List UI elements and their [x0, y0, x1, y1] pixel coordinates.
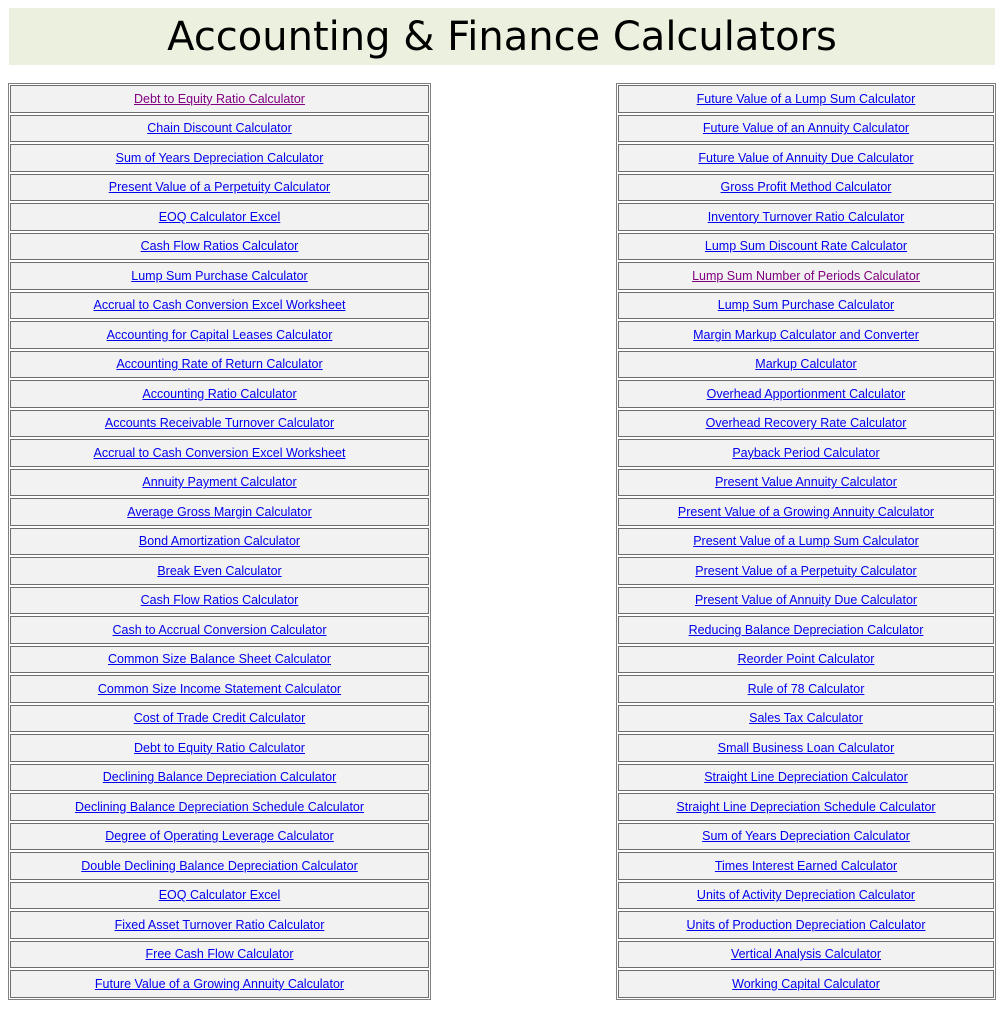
- calculator-cell: [618, 115, 994, 143]
- calculator-cell: [618, 351, 994, 379]
- calculator-cell: [10, 351, 429, 379]
- calculator-cell: [10, 410, 429, 438]
- calculator-link[interactable]: Reducing Balance Depreciation Calculator: [688, 622, 924, 637]
- calculator-cell: [618, 616, 994, 644]
- calculator-cell: [618, 793, 994, 821]
- calculator-cell: [10, 823, 429, 851]
- calculator-link[interactable]: Accounting for Capital Leases Calculator: [106, 327, 333, 342]
- calculator-link[interactable]: Lump Sum Purchase Calculator: [131, 268, 308, 283]
- calculator-link[interactable]: Declining Balance Depreciation Calculator: [102, 770, 337, 785]
- calculator-cell: [10, 85, 429, 113]
- calculator-cell: [10, 439, 429, 467]
- calculator-link[interactable]: Times Interest Earned Calculator: [714, 858, 898, 873]
- calculator-cell: [618, 734, 994, 762]
- calculator-cell: [618, 852, 994, 880]
- calculator-link[interactable]: Free Cash Flow Calculator: [145, 947, 294, 962]
- calculator-link[interactable]: Bond Amortization Calculator: [138, 534, 301, 549]
- calculator-cell: [618, 174, 994, 202]
- calculator-cell: [10, 970, 429, 998]
- calculator-cell: [618, 764, 994, 792]
- calculator-link[interactable]: Annuity Payment Calculator: [142, 475, 297, 490]
- calculator-cell: [10, 557, 429, 585]
- calculator-cell: [10, 941, 429, 969]
- calculator-link[interactable]: Future Value of a Lump Sum Calculator: [696, 91, 916, 106]
- calculator-link[interactable]: Lump Sum Number of Periods Calculator: [692, 268, 920, 283]
- calculator-link[interactable]: Working Capital Calculator: [732, 976, 880, 991]
- calculator-link[interactable]: Break Even Calculator: [157, 563, 282, 578]
- calculator-link[interactable]: EOQ Calculator Excel: [158, 209, 281, 224]
- calculator-cell: [10, 469, 429, 497]
- calculator-cell: [618, 85, 994, 113]
- calculator-link[interactable]: Sum of Years Depreciation Calculator: [702, 829, 910, 844]
- calculator-cell: [618, 321, 994, 349]
- calculator-cell: [10, 380, 429, 408]
- calculator-cell: [10, 911, 429, 939]
- calculator-link[interactable]: Gross Profit Method Calculator: [720, 180, 892, 195]
- calculator-link[interactable]: Debt to Equity Ratio Calculator: [134, 740, 305, 755]
- calculator-cell: [618, 587, 994, 615]
- calculator-cell: [618, 410, 994, 438]
- calculator-cell: [10, 705, 429, 733]
- calculator-cell: [618, 941, 994, 969]
- calculator-cell: [10, 262, 429, 290]
- calculator-cell: [618, 882, 994, 910]
- calculator-link[interactable]: Small Business Loan Calculator: [717, 740, 895, 755]
- calculator-link[interactable]: Double Declining Balance Depreciation Calculator: [81, 858, 358, 873]
- calculator-link[interactable]: Accrual to Cash Conversion Excel Worksheet: [93, 445, 346, 460]
- calculator-link[interactable]: Debt to Equity Ratio Calculator: [134, 91, 305, 106]
- calculator-link[interactable]: Sales Tax Calculator: [749, 711, 863, 726]
- calculator-cell: [618, 823, 994, 851]
- calculator-cell: [10, 292, 429, 320]
- calculator-cell: [618, 557, 994, 585]
- calculator-link[interactable]: Common Size Income Statement Calculator: [97, 681, 342, 696]
- calculator-cell: [10, 144, 429, 172]
- calculator-cell: [10, 233, 429, 261]
- calculator-cell: [10, 498, 429, 526]
- calculator-link[interactable]: Future Value of an Annuity Calculator: [702, 121, 910, 136]
- calculator-link[interactable]: Future Value of a Growing Annuity Calculator: [94, 976, 345, 991]
- calculator-cell: [10, 646, 429, 674]
- calculator-link[interactable]: Present Value Annuity Calculator: [715, 475, 897, 490]
- calculator-cell: [618, 469, 994, 497]
- calculator-link[interactable]: Overhead Recovery Rate Calculator: [705, 416, 907, 431]
- calculator-link[interactable]: Chain Discount Calculator: [147, 121, 292, 136]
- calculator-cell: [10, 734, 429, 762]
- title-banner: [9, 8, 995, 65]
- calculator-link[interactable]: Lump Sum Purchase Calculator: [717, 298, 895, 313]
- calculator-link[interactable]: Average Gross Margin Calculator: [127, 504, 312, 519]
- calculator-cell: [618, 675, 994, 703]
- calculator-cell: [618, 233, 994, 261]
- calculator-cell: [618, 380, 994, 408]
- calculator-cell: [10, 882, 429, 910]
- calculator-cell: [10, 115, 429, 143]
- calculator-link[interactable]: Degree of Operating Leverage Calculator: [105, 829, 334, 844]
- calculator-cell: [618, 705, 994, 733]
- calculator-link[interactable]: Cash Flow Ratios Calculator: [140, 239, 299, 254]
- calculator-link[interactable]: Declining Balance Depreciation Schedule Calculator: [74, 799, 365, 814]
- calculator-link[interactable]: Cash Flow Ratios Calculator: [140, 593, 299, 608]
- calculator-cell: [10, 321, 429, 349]
- calculator-link[interactable]: Units of Production Depreciation Calculator: [686, 917, 926, 932]
- calculator-cell: [618, 292, 994, 320]
- calculator-link[interactable]: Present Value of a Perpetuity Calculator: [108, 180, 331, 195]
- calculator-link[interactable]: Cost of Trade Credit Calculator: [133, 711, 306, 726]
- calculator-cell: [10, 587, 429, 615]
- calculator-cell: [618, 528, 994, 556]
- calculator-link[interactable]: Sum of Years Depreciation Calculator: [115, 150, 324, 165]
- calculator-cell: [10, 852, 429, 880]
- calculator-cell: [10, 203, 429, 231]
- calculator-cell: [10, 528, 429, 556]
- calculator-link[interactable]: Overhead Apportionment Calculator: [706, 386, 906, 401]
- calculator-cell: [10, 764, 429, 792]
- calculator-link[interactable]: Accounts Receivable Turnover Calculator: [104, 416, 335, 431]
- calculator-link[interactable]: Straight Line Depreciation Schedule Calculator: [676, 799, 936, 814]
- calculator-cell: [618, 911, 994, 939]
- calculator-link[interactable]: Accounting Rate of Return Calculator: [116, 357, 323, 372]
- calculator-link[interactable]: Accounting Ratio Calculator: [142, 386, 297, 401]
- calculator-link[interactable]: Payback Period Calculator: [732, 445, 880, 460]
- calculator-link[interactable]: Vertical Analysis Calculator: [730, 947, 882, 962]
- calculator-cell: [618, 646, 994, 674]
- page-title: Accounting & Finance Calculators: [167, 13, 837, 60]
- calculator-link[interactable]: Lump Sum Discount Rate Calculator: [704, 239, 908, 254]
- calculator-cell: [10, 616, 429, 644]
- calculator-link[interactable]: Present Value of a Lump Sum Calculator: [693, 534, 919, 549]
- calculator-link[interactable]: Present Value of a Perpetuity Calculator: [695, 563, 917, 578]
- calculator-link[interactable]: Inventory Turnover Ratio Calculator: [707, 209, 905, 224]
- calculator-link[interactable]: Units of Activity Depreciation Calculator: [696, 888, 916, 903]
- calculator-link[interactable]: Straight Line Depreciation Calculator: [704, 770, 908, 785]
- right-calculator-list: [616, 83, 996, 1000]
- left-calculator-list: [8, 83, 431, 1000]
- calculator-link[interactable]: Present Value of Annuity Due Calculator: [694, 593, 918, 608]
- calculator-cell: [618, 439, 994, 467]
- calculator-cell: [10, 675, 429, 703]
- calculator-cell: [618, 262, 994, 290]
- calculator-cell: [618, 970, 994, 998]
- calculator-link[interactable]: Fixed Asset Turnover Ratio Calculator: [114, 917, 325, 932]
- calculator-link[interactable]: Present Value of a Growing Annuity Calculator: [677, 504, 935, 519]
- calculator-link[interactable]: Rule of 78 Calculator: [747, 681, 865, 696]
- calculator-cell: [618, 203, 994, 231]
- calculator-link[interactable]: Markup Calculator: [755, 357, 857, 372]
- calculator-cell: [10, 793, 429, 821]
- calculator-link[interactable]: Reorder Point Calculator: [737, 652, 875, 667]
- calculator-link[interactable]: Accrual to Cash Conversion Excel Worksheet: [93, 298, 346, 313]
- calculator-link[interactable]: Common Size Balance Sheet Calculator: [107, 652, 332, 667]
- calculator-link[interactable]: Margin Markup Calculator and Converter: [693, 327, 919, 342]
- calculator-cell: [618, 498, 994, 526]
- calculator-link[interactable]: EOQ Calculator Excel: [158, 888, 281, 903]
- calculator-cell: [618, 144, 994, 172]
- calculator-link[interactable]: Future Value of Annuity Due Calculator: [698, 150, 914, 165]
- calculator-link[interactable]: Cash to Accrual Conversion Calculator: [112, 622, 327, 637]
- calculator-cell: [10, 174, 429, 202]
